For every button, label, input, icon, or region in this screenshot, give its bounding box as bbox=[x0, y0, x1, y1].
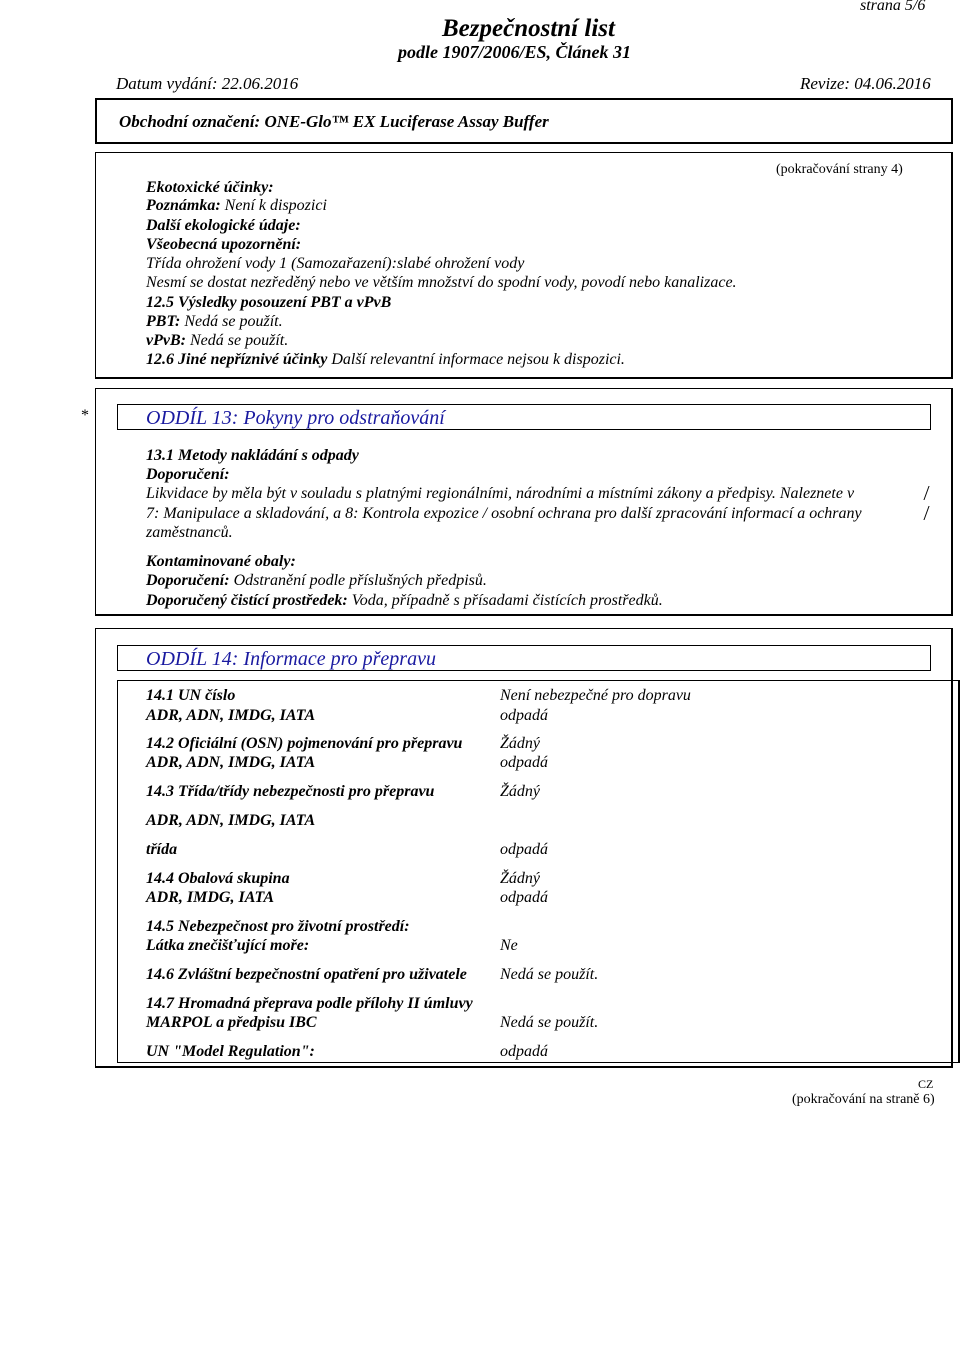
transport-value: odpadá bbox=[500, 1043, 548, 1060]
transport-value: odpadá bbox=[500, 707, 548, 724]
pbt-heading: 12.5 Výsledky posouzení PBT a vPvB bbox=[146, 294, 392, 311]
eco-note-label: Poznámka: bbox=[146, 197, 221, 214]
cleaner-row bbox=[146, 591, 663, 611]
pbt-value: Nedá se použít. bbox=[184, 313, 283, 330]
packaging-recommendation-value: Odstranění podle příslušných předpisů. bbox=[233, 572, 487, 589]
eco-note-row bbox=[146, 196, 327, 216]
transport-label: ADR, ADN, IMDG, IATA bbox=[146, 754, 316, 771]
transport-label: ADR, ADN, IMDG, IATA bbox=[146, 812, 316, 829]
other-effects-value: Další relevantní informace nejsou k dispozici. bbox=[331, 351, 625, 368]
document-title: Bezpečnostní list bbox=[442, 15, 615, 42]
language-code: CZ bbox=[918, 1077, 934, 1091]
eco-general-label: Všeobecná upozornění: bbox=[146, 236, 302, 253]
transport-label: MARPOL a předpisu IBC bbox=[146, 1014, 317, 1031]
section-14-heading: ODDÍL 14: Informace pro přepravu bbox=[146, 648, 436, 670]
cleaner-label: Doporučený čistící prostředek: bbox=[146, 592, 348, 609]
transport-label: třída bbox=[146, 841, 178, 858]
transport-label: UN "Model Regulation": bbox=[146, 1043, 315, 1060]
transport-value: Žádný bbox=[500, 783, 540, 800]
transport-value: Žádný bbox=[500, 870, 540, 887]
eco-note-value: Není k dispozici bbox=[224, 197, 327, 214]
transport-label: 14.4 Obalová skupina bbox=[146, 870, 290, 887]
continued-on-label: (pokračování na straně 6) bbox=[792, 1092, 935, 1107]
disposal-text-line-3: zaměstnanců. bbox=[146, 524, 233, 541]
section-13-heading: ODDÍL 13: Pokyny pro odstraňování bbox=[146, 407, 445, 429]
transport-value: Není nebezpečné pro dopravu bbox=[500, 687, 691, 704]
transport-value: Ne bbox=[500, 937, 518, 954]
disposal-text-line-2: 7: Manipulace a skladování, a 8: Kontrola expozice / osobní ochrana pro další zpracování informací a ochrany bbox=[146, 505, 862, 522]
trade-name: Obchodní označení: ONE-Glo™ EX Luciferase Assay Buffer bbox=[119, 112, 549, 131]
recommendation-label: Doporučení: bbox=[146, 466, 230, 483]
transport-label: ADR, ADN, IMDG, IATA bbox=[146, 707, 316, 724]
vpvb-label: vPvB: bbox=[146, 332, 186, 349]
section-13-heading-bar bbox=[117, 404, 931, 430]
eco-effects-label: Ekotoxické účinky: bbox=[146, 179, 274, 196]
transport-label: 14.1 UN číslo bbox=[146, 687, 236, 704]
change-marker: * bbox=[81, 407, 89, 424]
revision-date: Revize: 04.06.2016 bbox=[800, 74, 931, 93]
issue-date: Datum vydání: 22.06.2016 bbox=[116, 74, 299, 93]
transport-label: ADR, IMDG, IATA bbox=[146, 889, 275, 906]
other-effects-row bbox=[146, 350, 625, 370]
transport-value: odpadá bbox=[500, 841, 548, 858]
other-effects-label: 12.6 Jiné nepříznivé účinky bbox=[146, 351, 328, 368]
packaging-recommendation-row bbox=[146, 571, 487, 591]
transport-value: Žádný bbox=[500, 735, 540, 752]
transport-label: Látka znečišťující moře: bbox=[146, 937, 310, 954]
transport-label: 14.7 Hromadná přeprava podle přílohy II úmluvy bbox=[146, 995, 473, 1012]
continued-from-label: (pokračování strany 4) bbox=[776, 162, 903, 177]
transport-value: Nedá se použít. bbox=[500, 1014, 599, 1031]
disposal-text-line-1: Likvidace by měla být v souladu s platnými regionálními, národními a místními zákony a předpisy. Naleznete v bbox=[146, 485, 855, 502]
transport-label: 14.6 Zvláštní bezpečnostní opatření pro uživatele bbox=[146, 966, 467, 983]
transport-value: odpadá bbox=[500, 889, 548, 906]
transport-label: 14.2 Oficiální (OSN) pojmenování pro přepravu bbox=[146, 735, 463, 752]
transport-label: 14.3 Třída/třídy nebezpečnosti pro přepravu bbox=[146, 783, 435, 800]
eco-water-class: Třída ohrožení vody 1 (Samozařazení):slabé ohrožení vody bbox=[146, 255, 525, 272]
eco-other-label: Další ekologické údaje: bbox=[146, 217, 301, 234]
transport-label: 14.5 Nebezpečnost pro životní prostředí: bbox=[146, 918, 410, 935]
trade-name-box bbox=[95, 98, 953, 144]
page-number: strana 5/6 bbox=[860, 0, 926, 14]
vpvb-row bbox=[146, 331, 288, 351]
pbt-row bbox=[146, 312, 283, 332]
transport-value: odpadá bbox=[500, 754, 548, 771]
pbt-label: PBT: bbox=[146, 313, 181, 330]
packaging-recommendation-label: Doporučení: bbox=[146, 572, 230, 589]
packaging-label: Kontaminované obaly: bbox=[146, 553, 296, 570]
cleaner-value: Voda, případně s přísadami čistících prostředků. bbox=[351, 592, 663, 609]
disposal-methods-heading: 13.1 Metody nakládání s odpady bbox=[146, 447, 359, 464]
section-14-heading-bar bbox=[117, 645, 931, 671]
document-subtitle: podle 1907/2006/ES, Článek 31 bbox=[398, 42, 632, 62]
transport-value: Nedá se použít. bbox=[500, 966, 599, 983]
vpvb-value: Nedá se použít. bbox=[189, 332, 289, 349]
eco-water-warning: Nesmí se dostat nezředěný nebo ve větším množství do spodní vody, povodí nebo kanalizace. bbox=[146, 274, 737, 291]
